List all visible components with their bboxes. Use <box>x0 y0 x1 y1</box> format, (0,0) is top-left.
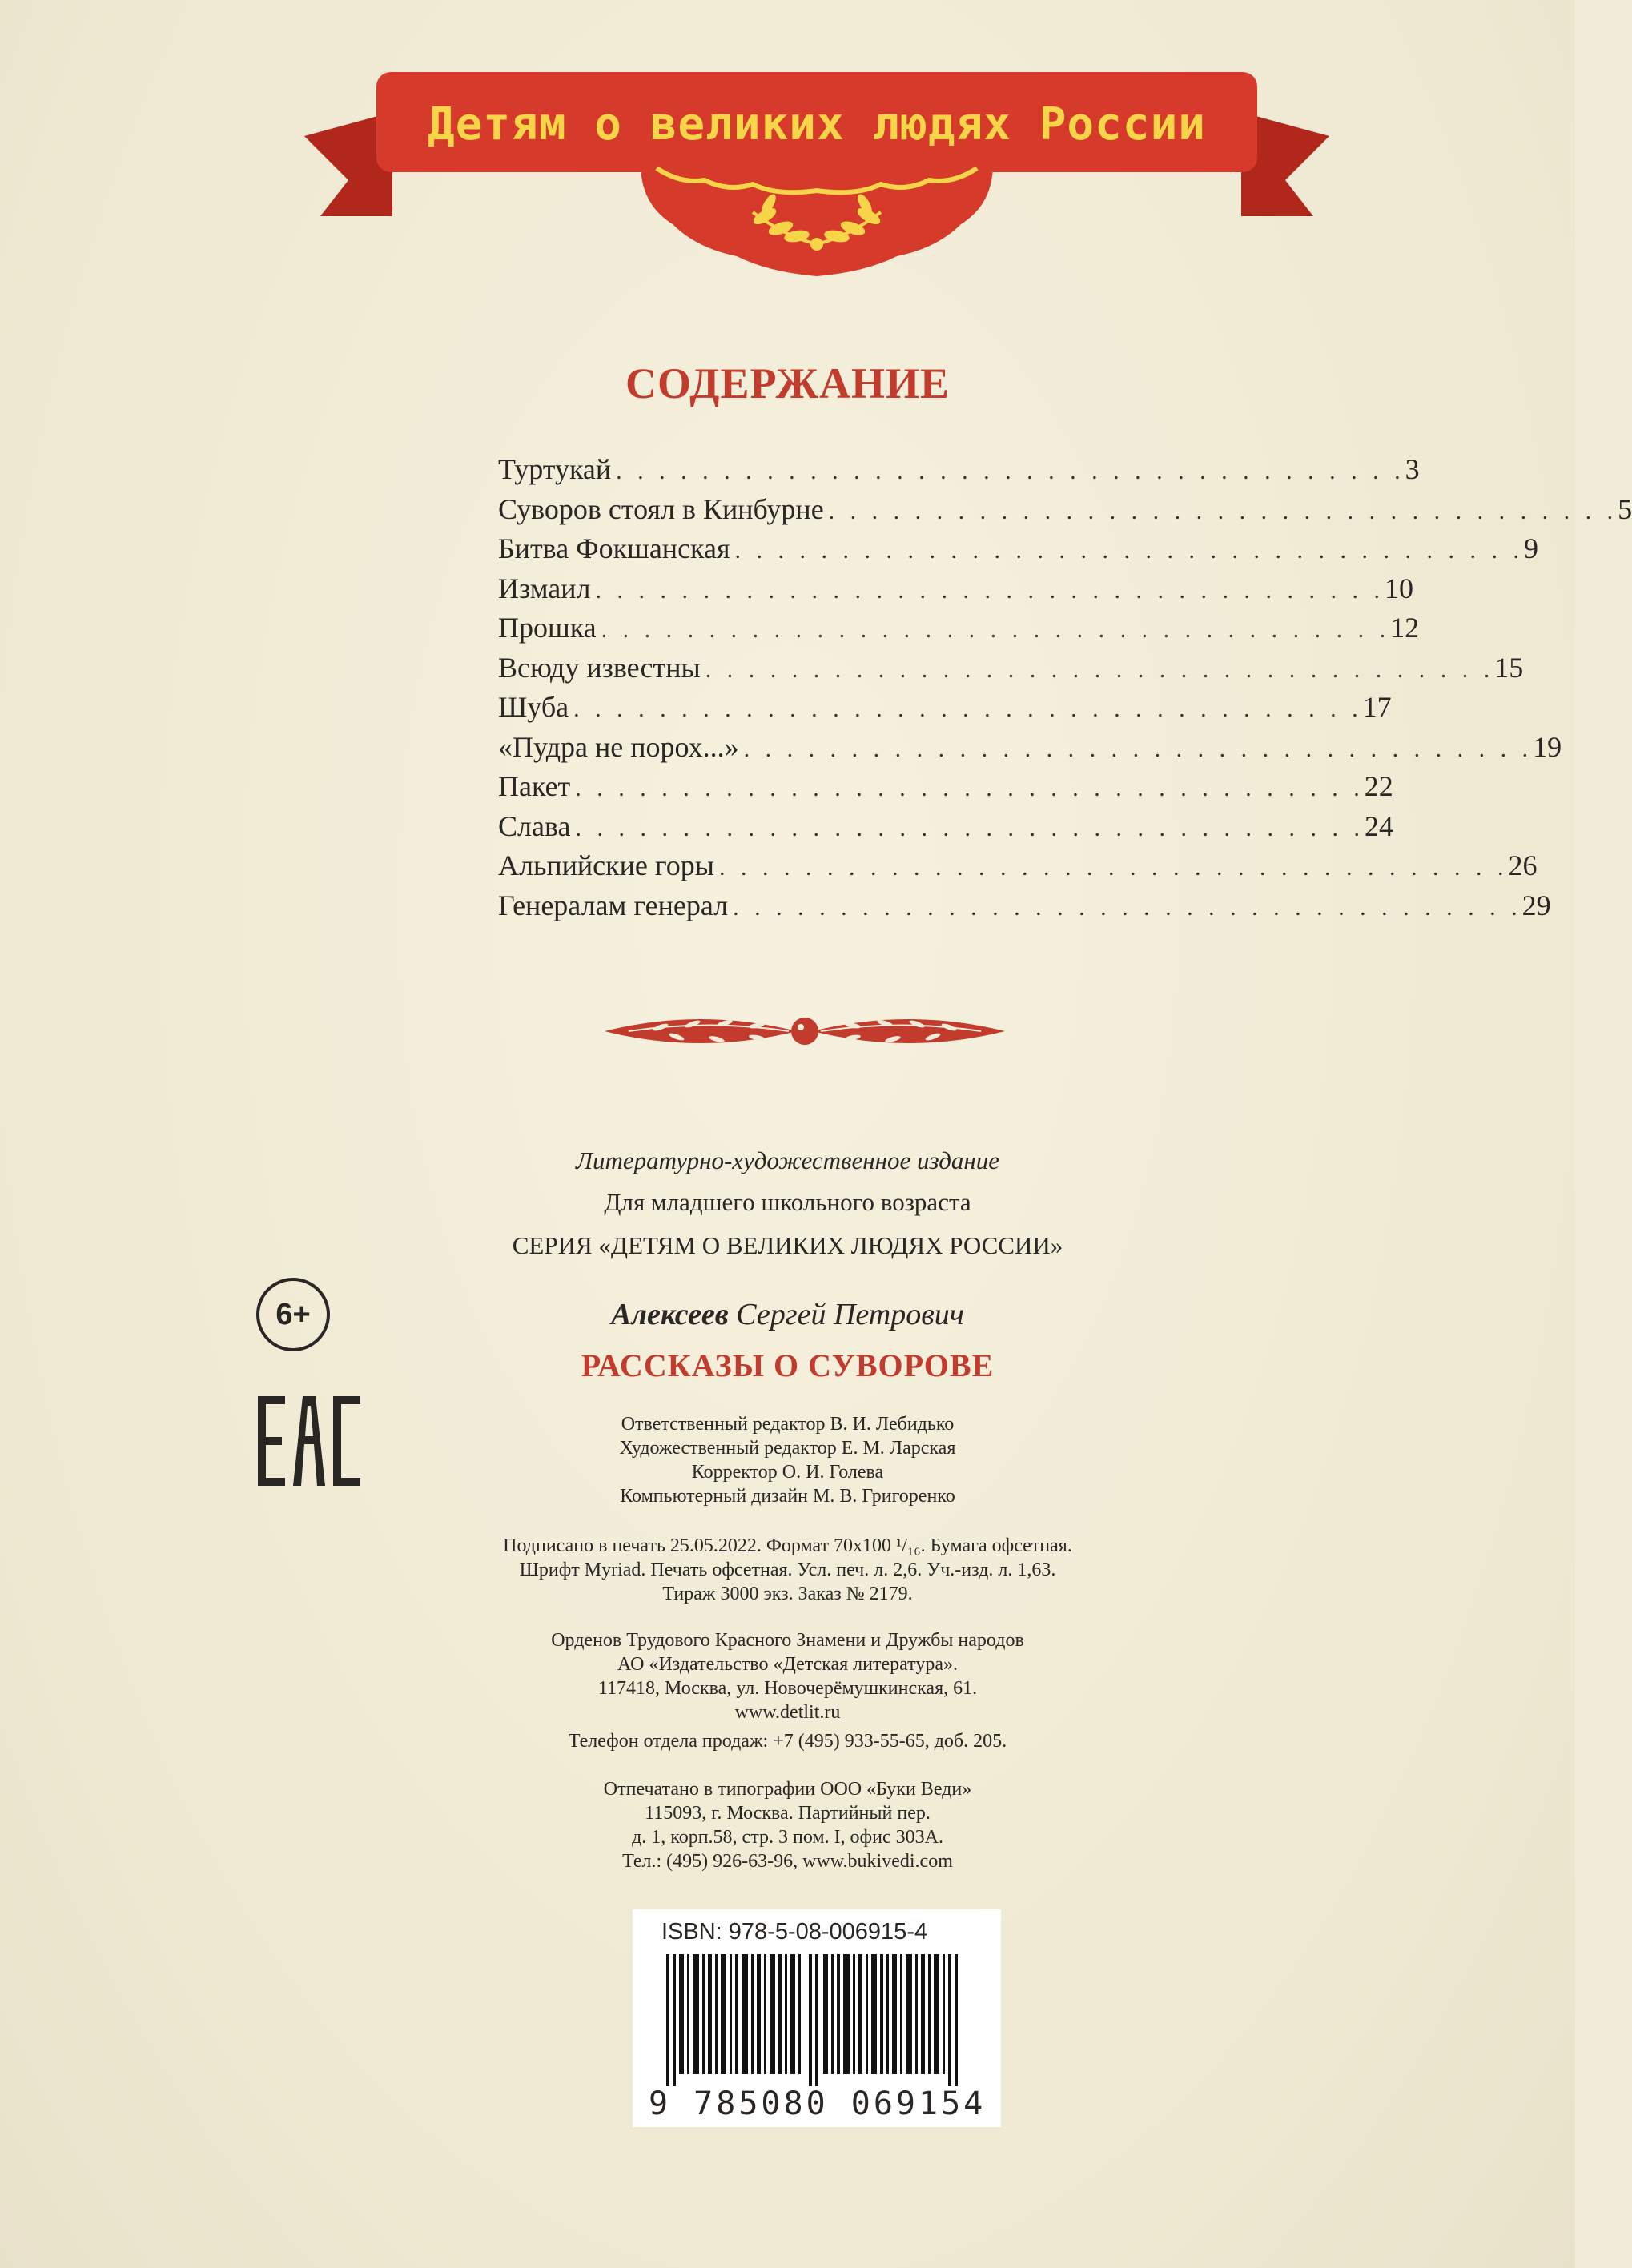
printer-line: д. 1, корп.58, стр. 3 пом. I, офис 303А. <box>632 1827 943 1848</box>
leader-dots: . . . . . . . . . . . . . . . . . . . . . . . . . . . . . . . . . . . . . <box>734 537 1525 564</box>
leader-dots: . . . . . . . . . . . . . . . . . . . . . . . . . . . . . . . . . . . . . <box>595 576 1385 604</box>
leader-dots: . . . . . . . . . . . . . . . . . . . . . . . . . . . . . . . . . . . . . <box>705 656 1495 683</box>
contents-item-page: 9 <box>1524 532 1539 564</box>
contents-item-page: 17 <box>1362 691 1392 723</box>
publisher-block <box>0 1628 1575 1724</box>
barcode-icon <box>666 1954 971 2086</box>
publisher-line: Орденов Трудового Красного Знамени и Дружбы народов <box>551 1630 1024 1651</box>
contents-item-title: Суворов стоял в Кинбурне <box>498 492 824 525</box>
contents-item-title: Слава <box>498 809 571 842</box>
author-name <box>0 1297 1575 1332</box>
contents-item-page: 12 <box>1390 612 1420 644</box>
contents-item-title: Туртукай <box>498 453 612 485</box>
contents-item <box>498 492 1632 532</box>
ornament-laurel-icon <box>597 1003 1013 1059</box>
contents-item <box>498 809 1393 849</box>
leader-dots: . . . . . . . . . . . . . . . . . . . . . . . . . . . . . . . . . . . . . <box>601 616 1391 643</box>
credit-line: Художественный редактор Е. М. Ларская <box>619 1438 956 1459</box>
leader-dots: . . . . . . . . . . . . . . . . . . . . . . . . . . . . . . . . . . . . . <box>616 458 1405 484</box>
sales-phone: Телефон отдела продаж: +7 (495) 933-55-65, доб. 205. <box>568 1731 1007 1752</box>
eac-mark-icon <box>258 1396 360 1486</box>
book-title: РАССКАЗЫ О СУВОРОВЕ <box>581 1347 995 1383</box>
print-spec-line: Подписано в печать 25.05.2022. Формат 70x100 ¹/₁₆. Бумага офсетная. <box>503 1535 1072 1556</box>
contents-item <box>498 849 1538 889</box>
printer-line: Отпечатано в типографии ООО «Буки Веди» <box>603 1779 972 1800</box>
credit-line: Ответственный редактор В. И. Лебидько <box>621 1414 955 1435</box>
leader-dots: . . . . . . . . . . . . . . . . . . . . . . . . . . . . . . . . . . . . . <box>718 854 1509 881</box>
contents-item-page: 19 <box>1533 730 1562 763</box>
contents-item-title: Всюду известны <box>498 651 701 684</box>
contents-item-title: Измаил <box>498 572 591 604</box>
print-specs-block <box>0 1534 1575 1606</box>
leader-dots: . . . . . . . . . . . . . . . . . . . . . . . . . . . . . . . . . . . . . <box>575 775 1365 801</box>
isbn-barcode-box <box>633 1909 1001 2127</box>
contents-item <box>498 532 1539 572</box>
credit-line: Компьютерный дизайн М. В. Григоренко <box>620 1486 955 1507</box>
print-spec-line: Шрифт Myriad. Печать офсетная. Усл. печ. л. 2,6. Уч.-изд. л. 1,63. <box>519 1560 1056 1580</box>
contents-item-title: Прошка <box>498 612 597 644</box>
printer-line: Тел.: (495) 926-63-96, www.bukivedi.com <box>622 1851 953 1872</box>
series-title: Детям о великих людях России <box>427 98 1206 151</box>
barcode-digits: 9 785080 069154 <box>649 2085 987 2122</box>
age-group: Для младшего школьного возраста <box>604 1188 971 1216</box>
leader-dots: . . . . . . . . . . . . . . . . . . . . . . . . . . . . . . . . . . . . . <box>573 696 1363 722</box>
contents-item <box>498 452 1420 492</box>
contents-item <box>498 730 1562 770</box>
age-rating-badge: 6+ <box>256 1278 330 1351</box>
contents-item <box>498 690 1392 730</box>
credit-line: Корректор О. И. Голева <box>691 1462 884 1483</box>
publisher-line: АО «Издательство «Детская литература». <box>617 1654 958 1675</box>
contents-item-title: Альпийские горы <box>498 849 714 881</box>
leader-dots: . . . . . . . . . . . . . . . . . . . . . . . . . . . . . . . . . . . . . <box>828 497 1618 524</box>
contents-item-title: Битва Фокшанская <box>498 532 730 564</box>
edition-type: Литературно-художественное издание <box>575 1146 1000 1174</box>
author-given-names: Сергей Петрович <box>736 1298 964 1331</box>
leader-dots: . . . . . . . . . . . . . . . . . . . . . . . . . . . . . . . . . . . . . <box>575 814 1365 841</box>
author-surname: Алексеев <box>611 1298 729 1331</box>
contents-item-title: Шуба <box>498 691 569 723</box>
credits-block <box>0 1412 1575 1508</box>
contents-item-page: 24 <box>1364 809 1393 842</box>
contents-item <box>498 889 1551 929</box>
contents-heading: СОДЕРЖАНИЕ <box>625 359 950 407</box>
contents-item-page: 26 <box>1508 849 1538 881</box>
isbn-number: ISBN: 978-5-08-006915-4 <box>661 1919 928 1945</box>
leader-dots: . . . . . . . . . . . . . . . . . . . . . . . . . . . . . . . . . . . . . <box>733 893 1522 921</box>
leader-dots: . . . . . . . . . . . . . . . . . . . . . . . . . . . . . . . . . . . . . <box>743 735 1534 762</box>
print-spec-line: Тираж 3000 экз. Заказ № 2179. <box>662 1584 913 1604</box>
printer-block <box>0 1777 1575 1873</box>
contents-item-page: 29 <box>1521 889 1551 921</box>
publisher-website: www.detlit.ru <box>734 1702 841 1723</box>
contents-item-page: 10 <box>1384 572 1413 604</box>
contents-item <box>498 651 1524 691</box>
contents-item-page: 5 <box>1618 492 1632 525</box>
contents-item-page: 22 <box>1364 770 1393 802</box>
contents-item-title: Генералам генерал <box>498 889 729 921</box>
contents-item-title: «Пудра не порох...» <box>498 730 739 763</box>
series-line: СЕРИЯ «ДЕТЯМ О ВЕЛИКИХ ЛЮДЯХ РОССИИ» <box>512 1231 1063 1259</box>
contents-item-page: 15 <box>1494 651 1524 684</box>
contents-item <box>498 611 1420 651</box>
contents-item-title: Пакет <box>498 770 571 802</box>
contents-item-page: 3 <box>1405 453 1420 485</box>
contents-list <box>498 452 1632 928</box>
contents-item <box>498 572 1413 612</box>
publisher-line: 117418, Москва, ул. Новочерёмушкинская, 61. <box>597 1678 978 1699</box>
printer-line: 115093, г. Москва. Партийный пер. <box>645 1803 931 1824</box>
contents-item <box>498 769 1393 809</box>
series-banner <box>304 64 1329 304</box>
